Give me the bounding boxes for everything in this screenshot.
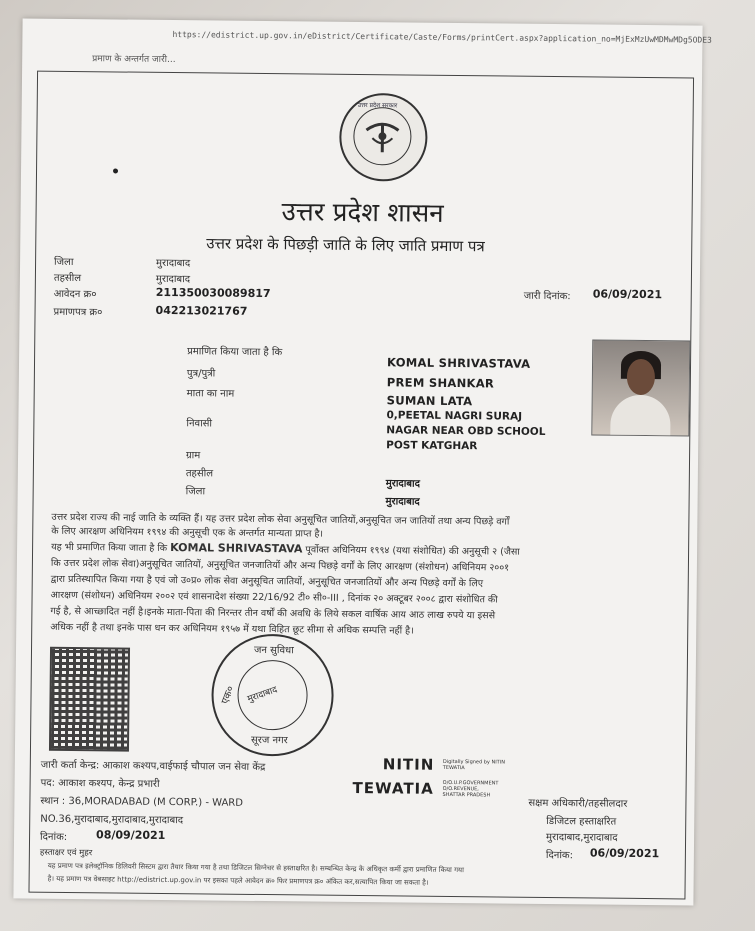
emblem-text: उत्तर प्रदेश सरकार bbox=[357, 101, 398, 110]
signer-org-block bbox=[442, 780, 498, 799]
certificate-title: उत्तर प्रदेश शासन bbox=[281, 197, 444, 229]
authority-place: मुरादाबाद,मुरादाबाद bbox=[546, 831, 618, 844]
issuer-place-2: NO.36,मुरादाबाद,मुरादाबाद,मुरादाबाद bbox=[40, 813, 184, 827]
seal-left-text: एक० bbox=[219, 684, 237, 706]
address-line-1: 0,PEETAL NAGRI SURAJ bbox=[386, 409, 523, 423]
digital-sign-line-1: Digitally Signed by NITIN bbox=[442, 758, 506, 766]
body-line-2: के लिए आरक्षण अधिनियम १९९४ की अनुसूची एक के अन्तर्गत मान्यता प्राप्त है। bbox=[51, 525, 324, 540]
certify-again-text: यह भी प्रमाणित किया जाता है कि bbox=[51, 541, 168, 555]
body-line-3 bbox=[51, 540, 520, 558]
seal-inner-ring bbox=[237, 660, 308, 731]
authority-title: सक्षम अधिकारी/तहसीलदार bbox=[528, 797, 628, 810]
district-label: जिला bbox=[54, 256, 74, 269]
signer-org-line-2: O/O.REVENUE, bbox=[442, 785, 479, 793]
seal-top-text: जन सुविधा bbox=[253, 644, 294, 657]
up-emblem-icon bbox=[339, 93, 428, 182]
seal-bottom-text: सूरज नगर bbox=[251, 734, 288, 747]
tehsil-label: तहसील bbox=[53, 272, 82, 285]
address-line-2: NAGAR NEAR OBD SCHOOL bbox=[386, 424, 546, 438]
body-line-8: अधिक नहीं है तथा इनके पास धन कर अधिनियम १९५७ में यथा विहित छूट सीमा से अधिक सम्पत्ति नहीं है। bbox=[50, 621, 414, 637]
parent-label: पुत्र/पुत्री bbox=[186, 368, 216, 380]
digital-sign-block bbox=[443, 759, 505, 772]
certificate-number: 042213021767 bbox=[155, 303, 248, 318]
mother-label: माता का नाम bbox=[186, 388, 235, 400]
applicant-name: KOMAL SHRIVASTAVA bbox=[386, 355, 531, 371]
authority-sig-type: डिजिटल हस्ताक्षरित bbox=[546, 815, 617, 828]
applicant-photo bbox=[591, 339, 690, 436]
body-applicant-name: KOMAL SHRIVASTAVA bbox=[170, 541, 303, 556]
mother-name: SUMAN LATA bbox=[386, 393, 473, 409]
person-district: मुरादाबाद bbox=[385, 496, 420, 508]
body-line-7: गई है, से आच्छादित नहीं है।इनके माता-पिता की निरन्तर तीन वर्षों की अवधि के लिये सकल वार्षिक आय आठ लाख रुपये या इससे bbox=[50, 605, 496, 622]
resident-label: निवासी bbox=[186, 418, 213, 430]
application-label: आवेदन क्र० bbox=[53, 288, 97, 301]
certificate-number-label: प्रमाणपत्र क्र० bbox=[53, 306, 103, 319]
person-district-label: जिला bbox=[185, 486, 206, 498]
document-paper bbox=[13, 18, 712, 905]
emblem-bow-icon bbox=[354, 108, 411, 165]
issue-date: 06/09/2021 bbox=[592, 287, 663, 302]
certificate-subtitle: उत्तर प्रदेश के पिछड़ी जाति के लिए जाति प्रमाण पत्र bbox=[206, 234, 485, 256]
body-line-6: आरक्षण (संशोधन) अधिनियम २००२ एवं शासनादेश संख्या 22/16/92 टी० सी०-III , दिनांक २० अक्टूबर २००८ द्वारा संशोधित की bbox=[50, 589, 498, 606]
issuer-date: 08/09/2021 bbox=[96, 828, 166, 843]
village-label: ग्राम bbox=[185, 450, 201, 462]
footer-line-2: है। यह प्रमाण पत्र वेबसाइट http://edistrict.up.gov.in पर इसका पहले आवेदन क्र० फिर प्रमाणपत्र क्र० अंकित कर,सत्यापित किया जा सकता है। bbox=[47, 874, 429, 887]
ink-dot bbox=[113, 168, 118, 173]
issuer-center: जारी कर्ता केन्द्र: आकाश कश्यप,वाईफाई चौपाल जन सेवा केंद्र bbox=[40, 759, 266, 774]
footer-line-1: यह प्रमाण पत्र इलेक्ट्रॉनिक डिलिवरी सिस्टम द्वारा तैयार किया गया है तथा डिजिटल सिग्नेचर से हस्ताक्षरित है। सम्बन्धित केन्द्र के अधिकृत कर्मी द्वारा प्रमाणित किया गया bbox=[47, 861, 464, 875]
parent-name: PREM SHANKAR bbox=[386, 375, 495, 391]
tehsil-value: मुरादाबाद bbox=[155, 273, 191, 286]
signer-org-line-3: SHATTAR PRADESH bbox=[442, 791, 491, 799]
act-reference-text: पूर्वोक्त अधिनियम १९९४ (यथा संशोधित) की अनुसूची २ (जैसा bbox=[305, 544, 520, 558]
certify-label: प्रमाणित किया जाता है कि bbox=[187, 346, 283, 359]
seal-middle-text: मुरादाबाद bbox=[246, 685, 279, 705]
signer-last-name: TEWATIA bbox=[352, 778, 434, 798]
photo-face bbox=[627, 359, 655, 395]
qr-code-icon bbox=[49, 647, 130, 752]
person-tehsil-label: तहसील bbox=[185, 468, 214, 480]
signer-first-name: NITIN bbox=[382, 755, 435, 774]
csc-seal-stamp bbox=[211, 633, 334, 756]
application-number: 211350030089817 bbox=[155, 285, 271, 301]
authority-date-label: दिनांक: bbox=[545, 849, 574, 862]
body-line-4: कि उत्तर प्रदेश लोक सेवा)अनुसूचित जातियों, अनुसूचित जनजातियों और अन्य पिछड़े वर्गों के लिए आरक्षण (संशोधन) अधिनियम २००१ bbox=[50, 557, 510, 574]
sign-seal-label: हस्ताक्षर एवं मुहर bbox=[39, 847, 93, 859]
address-line-3: POST KATGHAR bbox=[386, 439, 478, 453]
body-line-1: उत्तर प्रदेश राज्य की नाई जाति के व्यक्ति हैं। यह उत्तर प्रदेश लोक सेवा अनुसूचित जातियों,अनुसूचित जन जातियों तथा अन्य पिछड़े वर्गों bbox=[51, 511, 510, 528]
top-note: प्रमाण के अन्तर्गत जारी... bbox=[92, 54, 176, 66]
issuer-post: पद: आकाश कश्यप, केन्द्र प्रभारी bbox=[40, 777, 160, 790]
authority-date: 06/09/2021 bbox=[589, 846, 660, 861]
signer-org-line-1: O/O.U.P.GOVERNMENT bbox=[442, 779, 499, 787]
digital-sign-line-2: TEWATIA bbox=[442, 764, 465, 772]
photo-body bbox=[610, 395, 670, 437]
issuer-place-1: स्थान : 36,MORADABAD (M CORP.) - WARD bbox=[40, 795, 244, 809]
body-line-5: द्वारा प्रतिस्थापित किया गया है एवं जो उ०प्र० लोक सेवा अनुसूचित जातियों, अनुसूचित जनजातियों और अन्य पिछड़े वर्गों के लिए bbox=[50, 573, 484, 590]
person-tehsil: मुरादाबाद bbox=[385, 478, 421, 490]
issue-date-label: जारी दिनांक: bbox=[523, 290, 571, 303]
emblem-ring bbox=[353, 107, 412, 166]
certificate-frame bbox=[28, 71, 694, 900]
browser-url: https://edistrict.up.gov.in/eDistrict/Certificate/Caste/Forms/printCert.aspx?application_no=MjExMzUwMDMwMDg5ODE3 bbox=[172, 30, 712, 45]
district-value: मुरादाबाद bbox=[156, 257, 191, 270]
issuer-date-label: दिनांक: bbox=[39, 831, 68, 843]
